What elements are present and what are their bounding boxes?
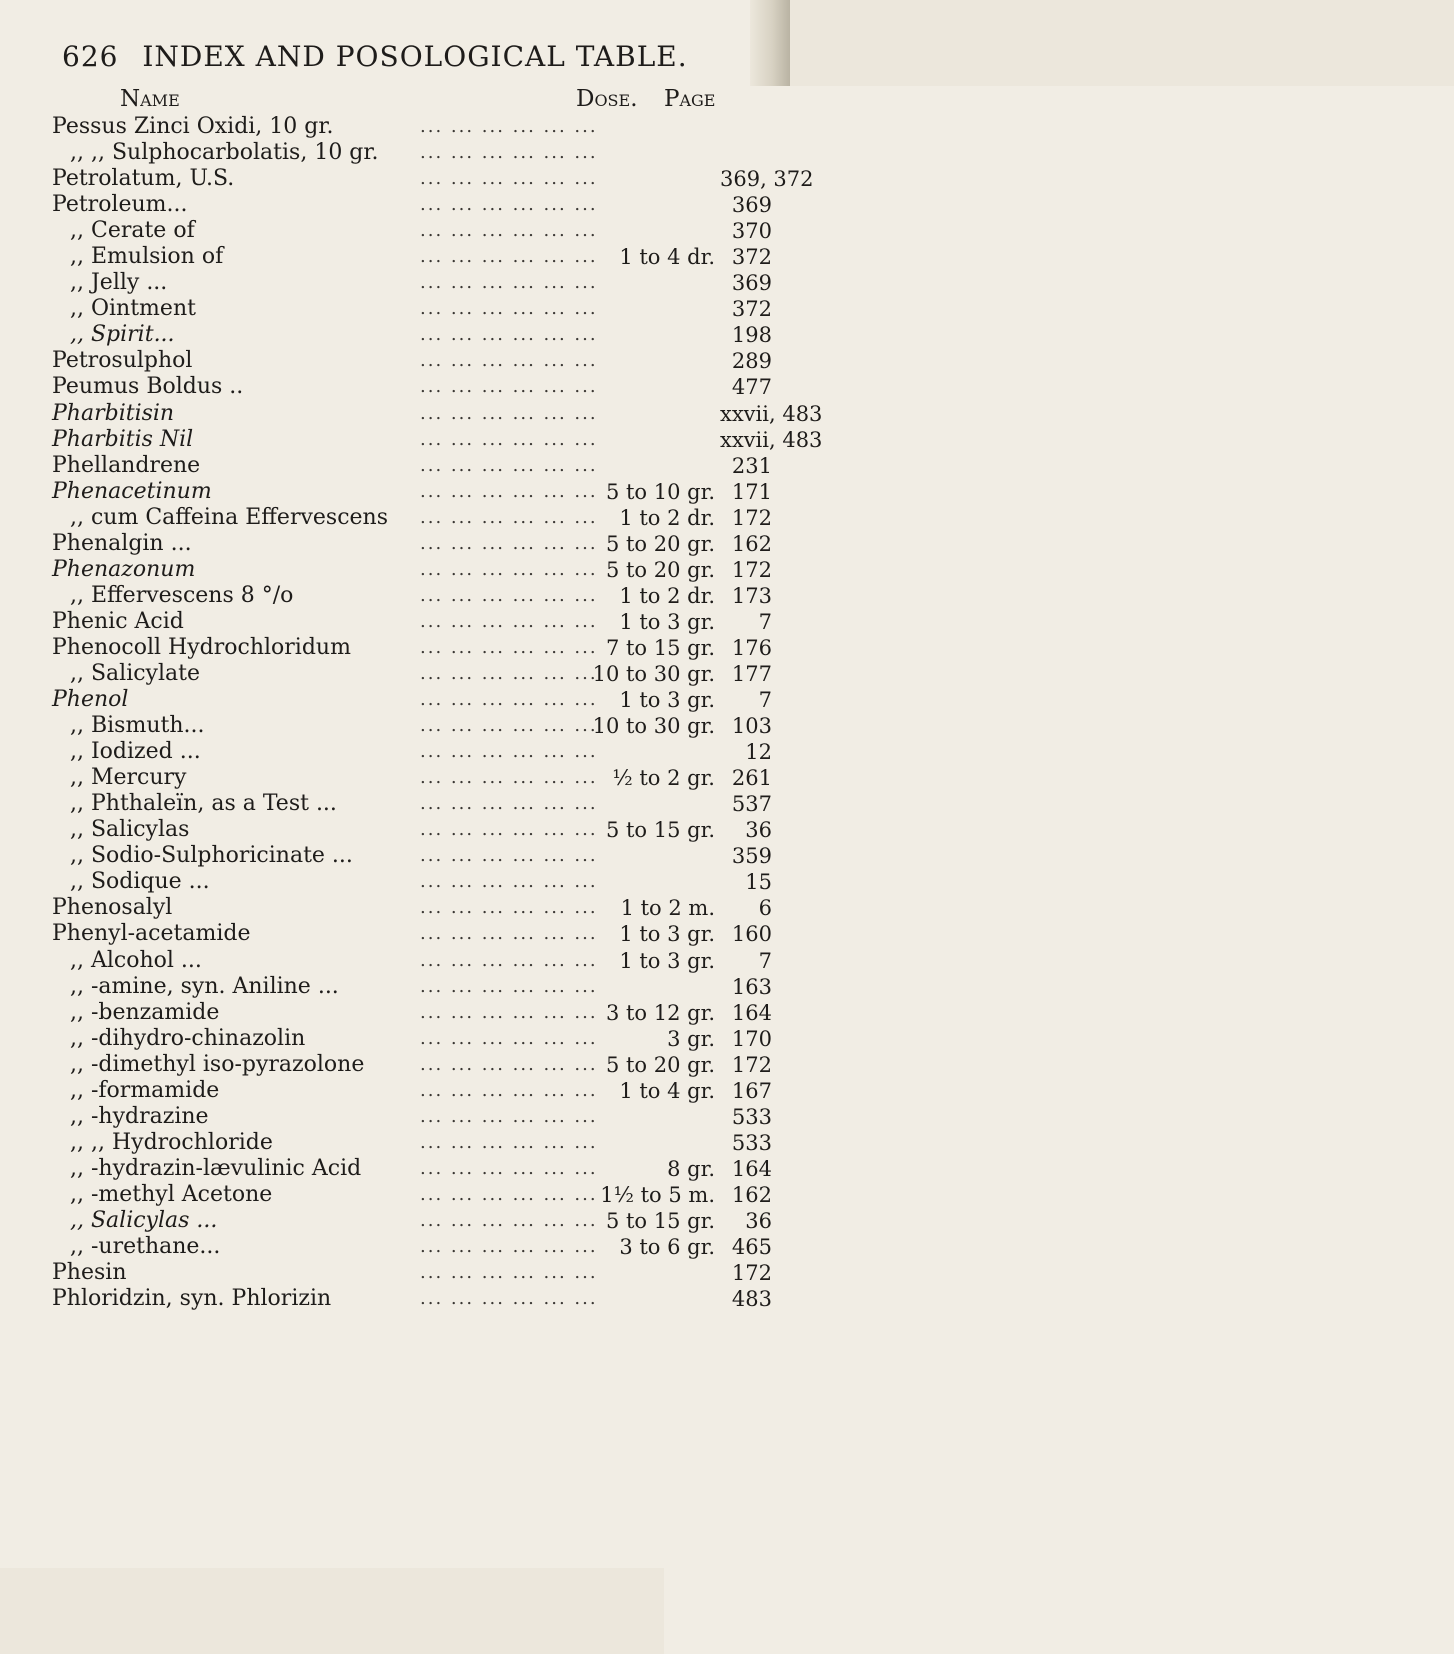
index-entry — [0, 817, 790, 843]
index-entry — [0, 1156, 790, 1182]
column-header-page: Page — [664, 86, 1454, 1654]
entry-page: 164 — [731, 1156, 772, 1181]
index-entry — [0, 218, 790, 244]
entry-name: Phloridzin, syn. Phlorizin — [52, 1286, 332, 1312]
entry-dose: 1 to 3 gr. — [619, 609, 715, 634]
dot-leader: ... ... ... ... ... ... — [420, 480, 598, 502]
entry-dose: 5 to 15 gr. — [605, 1208, 715, 1233]
index-entry — [0, 583, 790, 609]
dot-leader: ... ... ... ... ... ... — [420, 636, 598, 658]
entry-page: 170 — [731, 1026, 772, 1051]
entry-name: ,, Salicylate — [70, 660, 201, 686]
index-entry — [0, 1182, 790, 1208]
index-entry — [0, 974, 790, 1000]
entry-name: Phenosalyl — [52, 895, 173, 921]
entry-page: 372 — [731, 297, 772, 322]
entry-name: ,, -benzamide — [70, 999, 220, 1025]
index-entry — [0, 114, 790, 140]
entry-name: ,, -hydrazin-lævulinic Acid — [70, 1155, 362, 1181]
entry-name: Phenol — [52, 687, 129, 713]
running-header — [62, 40, 762, 73]
entry-name: ,, ,, Sulphocarbolatis, 10 gr. — [70, 140, 379, 166]
dot-leader: ... ... ... ... ... ... — [420, 1079, 598, 1101]
dot-leader: ... ... ... ... ... ... — [420, 1027, 598, 1049]
entry-name: ,, Alcohol ... — [70, 947, 202, 973]
entry-dose: 1 to 3 gr. — [619, 922, 715, 947]
entry-name: Phenazonum — [52, 556, 196, 582]
dot-leader: ... ... ... ... ... ... — [420, 1209, 598, 1231]
dot-leader: ... ... ... ... ... ... — [420, 142, 598, 164]
entry-page: 465 — [731, 1235, 772, 1260]
index-entry — [0, 192, 790, 218]
entry-dose: 5 to 20 gr. — [605, 557, 715, 582]
entry-name: Peumus Boldus .. — [52, 374, 244, 400]
entry-dose: 1 to 3 gr. — [619, 688, 715, 713]
index-entry — [0, 296, 790, 322]
dot-leader: ... ... ... ... ... ... — [420, 298, 598, 320]
entry-page: 6 — [758, 896, 772, 921]
dot-leader: ... ... ... ... ... ... — [420, 689, 598, 711]
dot-leader: ... ... ... ... ... ... — [420, 1262, 598, 1284]
index-entry — [0, 1052, 790, 1078]
entry-name: Phenacetinum — [52, 478, 212, 504]
dot-leader: ... ... ... ... ... ... — [420, 1288, 598, 1310]
entry-page: 164 — [731, 1000, 772, 1025]
entry-dose: 5 to 20 gr. — [605, 531, 715, 556]
entry-name: ,, -dihydro-chinazolin — [70, 1025, 306, 1051]
index-entry — [0, 426, 823, 453]
dot-leader: ... ... ... ... ... ... — [420, 246, 598, 268]
entry-name: Phesin — [52, 1260, 127, 1286]
entry-page: 369, 372 — [720, 167, 814, 192]
entry-name: ,, -urethane... — [70, 1234, 221, 1260]
entry-page: 477 — [731, 375, 772, 400]
dot-leader: ... ... ... ... ... ... — [420, 558, 598, 580]
index-entry — [0, 1208, 790, 1234]
entry-page: 533 — [731, 1104, 772, 1129]
entry-name: Pharbitisin — [52, 400, 175, 426]
dot-leader: ... ... ... ... ... ... — [420, 402, 598, 424]
entry-dose: 10 to 30 gr. — [592, 661, 715, 686]
entry-dose: 7 to 15 gr. — [605, 635, 715, 660]
entry-page: 171 — [731, 479, 772, 504]
dot-leader: ... ... ... ... ... ... — [420, 793, 598, 815]
index-entry — [0, 244, 790, 270]
index-entry — [0, 531, 790, 557]
dot-leader: ... ... ... ... ... ... — [420, 194, 598, 216]
entry-page: 176 — [731, 635, 772, 660]
index-entry — [0, 1286, 790, 1312]
dot-leader: ... ... ... ... ... ... — [420, 584, 598, 606]
entry-dose: 1½ to 5 m. — [600, 1182, 715, 1207]
entry-dose: 5 to 10 gr. — [605, 479, 715, 504]
entry-name: ,, -hydrazine — [70, 1103, 209, 1129]
index-entry — [0, 791, 790, 817]
dot-leader: ... ... ... ... ... ... — [420, 610, 598, 632]
entry-dose: 3 to 6 gr. — [619, 1235, 715, 1260]
dot-leader: ... ... ... ... ... ... — [420, 220, 598, 242]
entry-page: 172 — [731, 505, 772, 530]
entry-name: Phenyl-acetamide — [52, 921, 251, 947]
entry-name: ,, -dimethyl iso-pyrazolone — [70, 1051, 365, 1077]
index-entry — [0, 687, 790, 713]
dot-leader: ... ... ... ... ... ... — [420, 1105, 598, 1127]
index-entry — [0, 661, 790, 687]
entry-page: 162 — [731, 531, 772, 556]
entry-name: ,, Salicylas — [70, 817, 190, 843]
entry-name: ,, -amine, syn. Aniline ... — [70, 973, 339, 999]
entry-page: 7 — [758, 948, 772, 973]
dot-leader: ... ... ... ... ... ... — [420, 532, 598, 554]
dot-leader: ... ... ... ... ... ... — [420, 871, 598, 893]
entry-page: 261 — [731, 766, 772, 791]
entry-name: ,, Emulsion of — [70, 244, 224, 270]
entry-name: ,, Effervescens 8 °/o — [70, 582, 294, 608]
index-entry — [0, 1260, 790, 1286]
entry-name: ,, Bismuth... — [70, 713, 205, 739]
page-title: INDEX AND POSOLOGICAL TABLE. — [142, 40, 688, 73]
index-entry — [0, 453, 790, 479]
entry-page: 172 — [731, 1052, 772, 1077]
entry-page: 167 — [731, 1078, 772, 1103]
index-entry — [0, 843, 790, 869]
index-entry — [0, 1234, 790, 1260]
index-entry — [0, 400, 823, 427]
entry-page: 370 — [731, 219, 772, 244]
entry-dose: 5 to 20 gr. — [605, 1052, 715, 1077]
index-entry — [0, 140, 790, 166]
column-header-dose: Dose. — [576, 86, 638, 112]
index-entry — [0, 270, 790, 296]
column-header-name: Name — [120, 86, 180, 112]
dot-leader: ... ... ... ... ... ... — [420, 350, 598, 372]
index-entry — [0, 1130, 790, 1156]
entry-dose: 1 to 4 dr. — [619, 245, 715, 270]
entry-page: xxvii, 483 — [720, 401, 823, 426]
entry-dose: 3 to 12 gr. — [605, 1000, 715, 1025]
entry-name: ,, -methyl Acetone — [70, 1181, 273, 1207]
entry-page: 533 — [731, 1130, 772, 1155]
entry-page: 172 — [731, 1261, 772, 1286]
entry-dose: 1 to 2 dr. — [619, 583, 715, 608]
entry-dose: 3 gr. — [667, 1026, 715, 1051]
entry-name: ,, ,, Hydrochloride — [70, 1129, 273, 1155]
entry-name: ,, cum Caffeina Effervescens — [70, 504, 389, 530]
entry-name: ,, Sodique ... — [70, 869, 210, 895]
entry-page: 162 — [731, 1182, 772, 1207]
dot-leader: ... ... ... ... ... ... — [420, 1157, 598, 1179]
entry-page: 12 — [745, 740, 772, 765]
dot-leader: ... ... ... ... ... ... — [420, 819, 598, 841]
entry-name: ,, Mercury — [70, 765, 187, 791]
index-entry — [0, 1078, 790, 1104]
entry-page: 173 — [731, 583, 772, 608]
entry-dose: 1 to 3 gr. — [619, 948, 715, 973]
entry-name: ,, Sodio-Sulphoricinate ... — [70, 843, 353, 869]
dot-leader: ... ... ... ... ... ... — [420, 897, 598, 919]
entry-name: Phenocoll Hydrochloridum — [52, 634, 351, 660]
entry-dose: 1 to 4 gr. — [619, 1078, 715, 1103]
index-entry — [0, 1104, 790, 1130]
entry-dose: 10 to 30 gr. — [592, 714, 715, 739]
index-entry — [0, 322, 790, 348]
entry-dose: 8 gr. — [667, 1156, 715, 1181]
entry-page: 369 — [731, 271, 772, 296]
page-number: 626 — [62, 40, 119, 73]
index-entry — [0, 505, 790, 531]
dot-leader: ... ... ... ... ... ... — [420, 376, 598, 398]
entry-name: ,, Cerate of — [70, 218, 195, 244]
dot-leader: ... ... ... ... ... ... — [420, 1001, 598, 1023]
entry-name: Petroleum... — [52, 192, 188, 218]
index-entry — [0, 1026, 790, 1052]
dot-leader: ... ... ... ... ... ... — [420, 324, 598, 346]
index-entry — [0, 921, 790, 947]
entry-name: ,, Ointment — [70, 296, 196, 322]
entry-dose: 1 to 2 m. — [620, 896, 715, 921]
entry-page: 231 — [731, 453, 772, 478]
entry-name: Phenalgin ... — [52, 530, 192, 556]
entry-dose: 5 to 15 gr. — [605, 818, 715, 843]
index-entry — [0, 635, 790, 661]
entry-name: ,, Jelly ... — [70, 270, 168, 296]
entry-name: Petrolatum, U.S. — [52, 166, 235, 192]
dot-leader: ... ... ... ... ... ... — [420, 949, 598, 971]
dot-leader: ... ... ... ... ... ... — [420, 506, 598, 528]
entry-page: 372 — [731, 245, 772, 270]
entry-name: ,, Spirit... — [70, 322, 175, 348]
dot-leader: ... ... ... ... ... ... — [420, 272, 598, 294]
index-entry — [0, 609, 790, 635]
index-entry — [0, 895, 790, 921]
index-entries — [0, 114, 823, 1312]
entry-page: 359 — [731, 844, 772, 869]
index-entry — [0, 348, 790, 374]
entry-dose: 1 to 2 dr. — [619, 505, 715, 530]
index-entry — [0, 948, 790, 974]
dot-leader: ... ... ... ... ... ... — [420, 428, 598, 450]
entry-page: 36 — [745, 1208, 772, 1233]
dot-leader: ... ... ... ... ... ... — [420, 767, 598, 789]
entry-name: Pessus Zinci Oxidi, 10 gr. — [52, 114, 334, 139]
entry-page: 160 — [731, 922, 772, 947]
dot-leader: ... ... ... ... ... ... — [420, 975, 598, 997]
entry-page: 198 — [731, 323, 772, 348]
dot-leader: ... ... ... ... ... ... — [420, 116, 598, 137]
entry-name: Pharbitis Nil — [52, 426, 194, 452]
index-entry — [0, 557, 790, 583]
index-entry — [0, 479, 790, 505]
entry-page: 103 — [731, 714, 772, 739]
dot-leader: ... ... ... ... ... ... — [420, 168, 598, 190]
index-entry — [0, 765, 790, 791]
dot-leader: ... ... ... ... ... ... — [420, 741, 598, 763]
entry-page: 36 — [745, 818, 772, 843]
entry-name: ,, -formamide — [70, 1077, 220, 1103]
entry-name: ,, Phthaleïn, as a Test ... — [70, 791, 337, 817]
entry-name: ,, Iodized ... — [70, 739, 201, 765]
entry-page: 15 — [745, 870, 772, 895]
index-entry — [0, 166, 814, 192]
entry-page: 483 — [731, 1287, 772, 1312]
entry-page: xxvii, 483 — [720, 427, 823, 452]
entry-name: ,, Salicylas ... — [70, 1207, 218, 1233]
index-entry — [0, 739, 790, 765]
entry-page: 172 — [731, 557, 772, 582]
entry-page: 7 — [758, 609, 772, 634]
dot-leader: ... ... ... ... ... ... — [420, 1183, 598, 1205]
entry-page: 163 — [731, 974, 772, 999]
index-entry — [0, 713, 790, 739]
entry-dose: ½ to 2 gr. — [612, 766, 715, 791]
entry-page: 369 — [731, 193, 772, 218]
index-entry — [0, 1000, 790, 1026]
dot-leader: ... ... ... ... ... ... — [420, 662, 598, 684]
dot-leader: ... ... ... ... ... ... — [420, 845, 598, 867]
entry-name: Phenic Acid — [52, 608, 184, 634]
index-entry — [0, 374, 790, 400]
entry-page: 289 — [731, 349, 772, 374]
entry-name: Phellandrene — [52, 452, 201, 478]
dot-leader: ... ... ... ... ... ... — [420, 1053, 598, 1075]
entry-page: 537 — [731, 792, 772, 817]
entry-page: 177 — [731, 661, 772, 686]
dot-leader: ... ... ... ... ... ... — [420, 715, 598, 737]
dot-leader: ... ... ... ... ... ... — [420, 454, 598, 476]
dot-leader: ... ... ... ... ... ... — [420, 923, 598, 945]
entry-page: 7 — [758, 688, 772, 713]
entry-name: Petrosulphol — [52, 348, 193, 374]
index-entry — [0, 869, 790, 895]
dot-leader: ... ... ... ... ... ... — [420, 1131, 598, 1153]
dot-leader: ... ... ... ... ... ... — [420, 1236, 598, 1258]
